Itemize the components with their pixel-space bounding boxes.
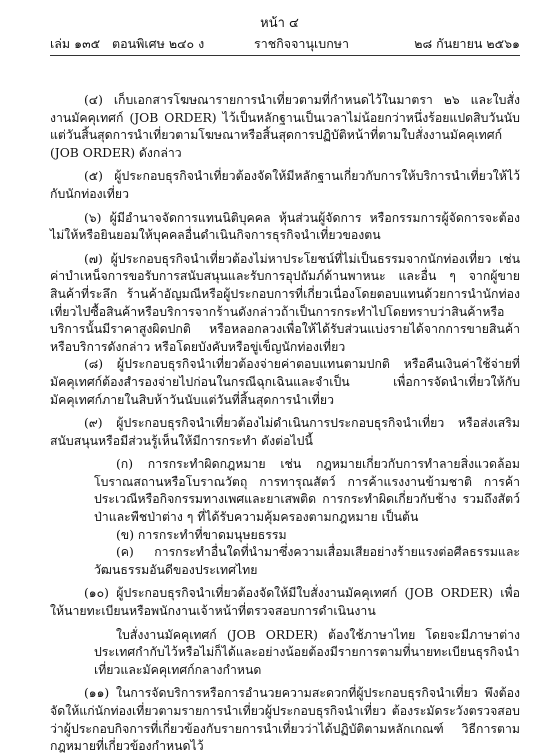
header-divider xyxy=(50,55,520,56)
clause-11: (๑๑) ในการจัดบริการหรือการอำนวยความสะดวกที่ผู้ประกอบธุรกิจนำเที่ยว พึงต้องจัดให้แก่นักท่องเที่ยวตามรายการนำเที่ยวผู้ประกอบธุรกิจนำเที่ยว ต้องระมัดระวังตรวจสอบว่าผู้ประกอบกิจการที่เกี่ยวข้องกับรายการนำเที่ยวว่าได้ปฏิบัติตามหลักเกณฑ์ วิธีการตามกฎหมายที่เกี่ยวข้องกำหนดไว้ xyxy=(50,686,520,754)
clause-9-item-a: (ก) การกระทำผิดกฎหมาย เช่น กฎหมายเกี่ยวกับการทำลายสิ่งแวดล้อม โบราณสถานหรือโบราณวัตถุ การทารุณสัตว์ การค้าแรงงานข้ามชาติ การค้าประเวณีหรือกิจกรรมทางเพศและยาเสพติด การกระทำผิดเกี่ยวกับช้าง รวมถึงสัตว์ป่าและพืชป่าต่าง ๆ ที่ได้รับความคุ้มครองตามกฎหมาย เป็นต้น xyxy=(94,457,520,525)
clause-6: (๖) ผู้มีอำนาจจัดการแทนนิติบุคคล หุ้นส่วนผู้จัดการ หรือกรรมการผู้จัดการจะต้องไม่ให้หรือยินยอมให้บุคคลอื่นดำเนินกิจการธุรกิจนำเที่ยวของตน xyxy=(50,210,520,243)
clause-8: (๘) ผู้ประกอบธุรกิจนำเที่ยวต้องจ่ายค่าตอบแทนตามปกติ หรือคืนเงินค่าใช้จ่ายที่มัคคุเทศก์ต้องสำรองจ่ายไปก่อนในกรณีฉุกเฉินและจำเป็น เพื่อการจัดนำเที่ยวให้กับมัคคุเทศก์ภายในสิบห้าวันนับแต่วันที่สิ้นสุดการนำเที่ยว xyxy=(50,357,520,407)
clause-5: (๕) ผู้ประกอบธุรกิจนำเที่ยวต้องจัดให้มีหลักฐานเกี่ยวกับการให้บริการนำเที่ยวให้ไว้กับนักท่องเที่ยว xyxy=(50,169,520,201)
clause-10: (๑๐) ผู้ประกอบธุรกิจนำเที่ยวต้องจัดให้มีใบสั่งงานมัคคุเทศก์ (JOB ORDER) เพื่อให้นายทะเบียนหรือพนักงานเจ้าหน้าที่ตรวจสอบการดำเนินงาน xyxy=(50,586,520,619)
document-body xyxy=(50,92,520,756)
publication-date: ๒๘ กันยายน ๒๕๖๑ xyxy=(414,36,520,51)
gazette-name: ราชกิจจานุเบกษา xyxy=(254,36,350,51)
section-label: ตอนพิเศษ ๒๔๐ ง xyxy=(112,36,205,51)
clause-9: (๙) ผู้ประกอบธุรกิจนำเที่ยวต้องไม่ดำเนินการประกอบธุรกิจนำเที่ยว หรือส่งเสริมสนับสนุนหรือมีส่วนรู้เห็นให้มีการกระทำ ดังต่อไปนี้ xyxy=(50,416,520,448)
clause-7: (๗) ผู้ประกอบธุรกิจนำเที่ยวต้องไม่หาประโยชน์ที่ไม่เป็นธรรมจากนักท่องเที่ยว เช่น ค่าบำเหน็จการขอรับการสนับสนุนและรับการอุปถัมภ์ด้านพาหนะ และอื่น ๆ จากผู้ขายสินค้าที่ระลึก ร้านค้าอัญมณีหรือผู้ประกอบการที่เกี่ยวเนื่องโดยตอบแทนด้วยการนำนักท่องเที่ยวไปซื้อสินค้าหรือบริการจากร้านดังกล่าวถ้าเป็นการกระทำไปโดยทราบว่าสินค้าหรือบริการนั้นมีราคาสูงผิดปกติ หรือหลอกลวงเพื่อให้ได้รับส่วนแบ่งรายได้จากการขายสินค้าหรือบริการดังกล่าว หรือโดยบังคับหรือขู่เข็ญนักท่องเที่ยว xyxy=(50,251,520,354)
clause-4: (๔) เก็บเอกสารโฆษณารายการนำเที่ยวตามที่กำหนดไว้ในมาตรา ๒๖ และใบสั่งงานมัคคุเทศก์ (JOB ORDER) ไว้เป็นหลักฐานเป็นเวลาไม่น้อยกว่าหนึ่งร้อยแปดสิบวันนับแต่วันสิ้นสุดการนำเที่ยวตามโฆษณาหรือสิ้นสุดการปฏิบัติหน้าที่ตามใบสั่งงานมัคคุเทศก์ (JOB ORDER) ดังกล่าว xyxy=(50,93,520,160)
clause-9-item-b: (ข) การกระทำที่ขาดมนุษยธรรม xyxy=(116,527,287,542)
gazette-header xyxy=(50,34,520,52)
clause-9-item-c: (ค) การกระทำอื่นใดที่นำมาซึ่งความเสื่อมเสียอย่างร้ายแรงต่อศีลธรรมและวัฒนธรรมอันดีของประเทศไทย xyxy=(94,545,520,577)
page-number: หน้า ๔ xyxy=(260,16,299,31)
clause-10-job-order-note: ใบสั่งงานมัคคุเทศก์ (JOB ORDER) ต้องใช้ภาษาไทย โดยจะมีภาษาต่างประเทศกำกับไว้หรือไม่ก็ได้และอย่างน้อยต้องมีรายการตามที่นายทะเบียนธุรกิจนำเที่ยวและมัคคุเทศก์กลางกำหนด xyxy=(94,627,520,677)
volume-label: เล่ม ๑๓๕ xyxy=(50,36,101,51)
